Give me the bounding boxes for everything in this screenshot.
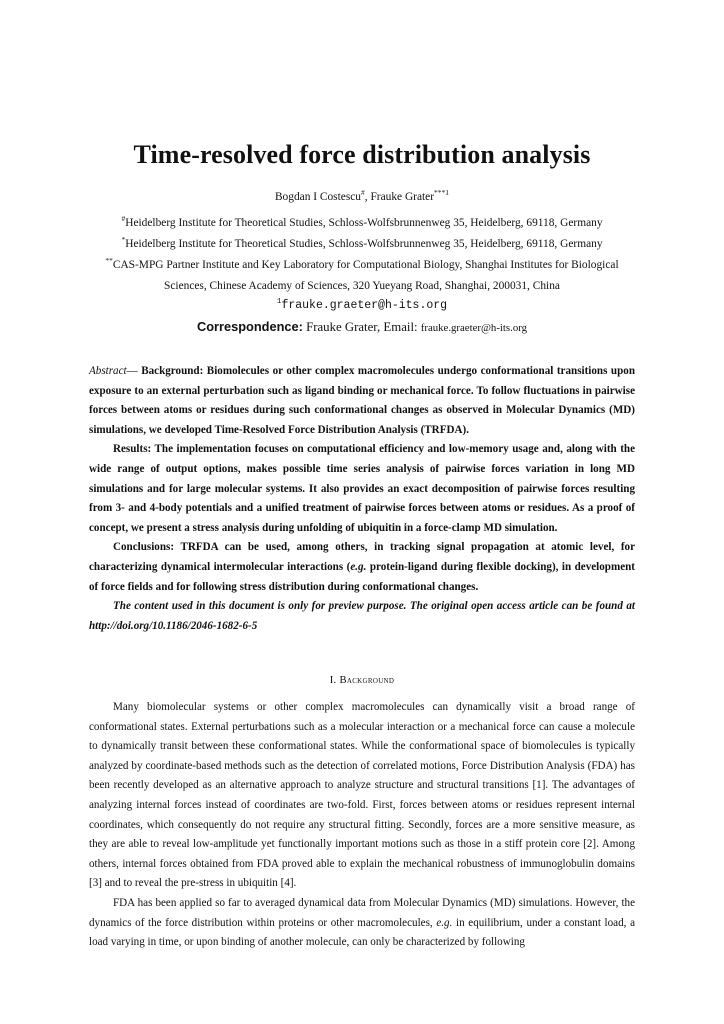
preview-notice: The content used in this document is only for preview purpose. The original open access article can be found at http://doi.org/10.1186/2046-1682-6-5 [89, 600, 635, 632]
affiliation-continued: Sciences, Chinese Academy of Sciences, 320 Yueyang Road, Shanghai, 200031, China [164, 280, 560, 292]
author-name: Bogdan I Costescu [274, 191, 362, 203]
author-mark: # [361, 188, 365, 197]
paper-title: Time-resolved force distribution analysis [133, 140, 591, 169]
affiliation: *Heidelberg Institute for Theoretical Studies, Schloss-Wolfsbrunnenweg 35, Heidelberg, 69118, Germany [121, 235, 603, 250]
abstract-conclusions: Conclusions: TRFDA can be used, among others, in tracking signal propagation at atomic level, for characterizing dynamical intermolecular interactions (e.g. protein-ligand during flexible docking), in development of force fields and for following stress distribution during conformational changes. [89, 541, 635, 593]
paragraph: FDA has been applied so far to averaged dynamical data from Molecular Dynamics (MD) simulations. However, the dynamics of the force distribution within proteins or other macromolecules, e.g. in equilibrium, under a constant load, a load varying in time, or upon binding of another molecule, can only be characterized by following [89, 896, 636, 949]
author-line: Bogdan I Costescu#, Frauke Grater$^{***1}$ [274, 188, 450, 203]
author-name: Frauke Grater [370, 191, 435, 203]
affiliation: #Heidelberg Institute for Theoretical Studies, Schloss-Wolfsbrunnenweg 35, Heidelberg, 69118, Germany [121, 214, 603, 229]
author-email[interactable]: $^1$frauke.graeter@h-its.org [276, 298, 448, 312]
affiliation: **CAS-MPG Partner Institute and Key Laboratory for Computational Biology, Shanghai Institutes for Biological [105, 256, 619, 271]
abstract-results: Results: The implementation focuses on computational efficiency and low-memory usage and, along with the wide range of output options, makes possible time series analysis of pairwise forces variation in long MD simulations and for large molecular systems. It also provides an exact decomposition of pairwise forces resulting from 3- and 4-body potentials and a unified treatment of pairwise forces between atoms or residues. As a proof of concept, we present a stress analysis during unfolding of ubiquitin in a force-clamp MD simulation. [89, 443, 635, 534]
author-mark: ***1 [434, 188, 450, 197]
correspondence-label: Correspondence: [196, 319, 303, 334]
paragraph: Many biomolecular systems or other complex macromolecules can dynamically visit a broad range of conformational states. External perturbations such as a molecular interaction or a mechanical force can cause a molecule to dynamically transit between these conformational states. While the conformational space of biomolecules is typically analyzed by coordinate-based methods such as the detection of correlated motions, Force Distribution Analysis (FDA) has been recently developed as an alternative approach to analyze structure and structural transitions [1]. The advantages of analyzing internal forces instead of coordinates are two-fold. First, forces between atoms or residues represent internal coordinates, which consequently do not require any structural fitting. Secondly, forces are a more sensitive measure, as they are able to reveal low-amplitude yet functionally important motions such as those in a stiff protein core [2]. Among others, internal forces obtained from FDA proved able to explain the mechanical robustness of immunoglobulin domains [3] and to reveal the pre-stress in ubiquitin [4]. [89, 701, 635, 890]
correspondence-email[interactable]: frauke.graeter@h-its.org [420, 322, 528, 334]
correspondence-line: Correspondence: Frauke Grater, Email: frauke.graeter@h-its.org [196, 319, 528, 334]
section-heading: I. Background [329, 675, 395, 686]
abstract [89, 362, 635, 636]
abstract-background: Abstract— Background: Biomolecules or other complex macromolecules undergo conformational transitions upon exposure to an external perturbation such as ligand binding or mechanical force. To follow fluctuations in pairwise forces between atoms or residues during such conformational changes as observed in Molecular Dynamics (MD) simulations, we developed Time-Resolved Force Distribution Analysis (TRFDA). [89, 365, 635, 436]
body-text [89, 698, 635, 953]
